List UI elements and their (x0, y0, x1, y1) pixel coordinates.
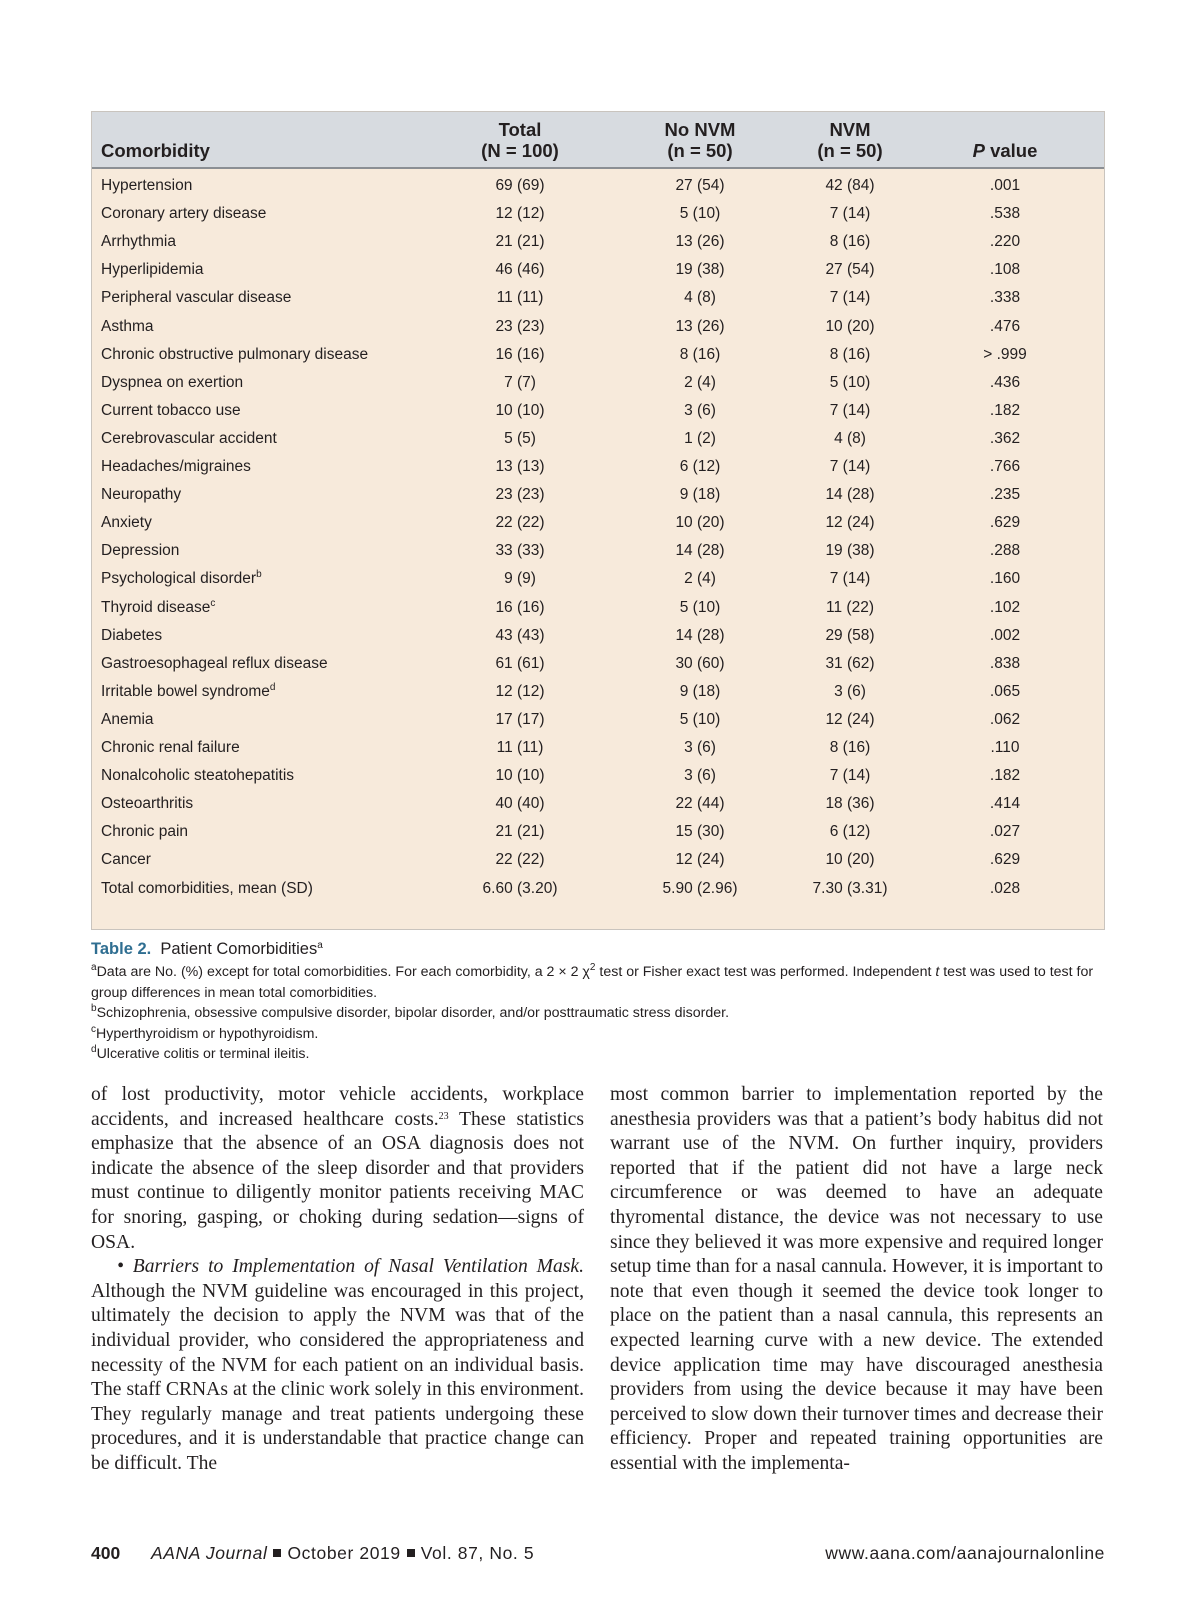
cell-nvm-text: 31 (62) (825, 654, 875, 672)
cell-nvm-text: 7 (14) (829, 401, 871, 419)
section-heading: • Barriers to Implementation of Nasal Ventilation Mask. (117, 1256, 584, 1278)
cell-no-nvm-text: 14 (28) (675, 626, 725, 644)
cell-p-value (900, 761, 1110, 790)
cell-no-nvm-text: 9 (18) (679, 682, 721, 700)
cell-comorbidity (101, 396, 241, 425)
table-row (92, 733, 1104, 762)
body-paragraph (91, 1083, 584, 1255)
footnote-d (91, 1044, 1111, 1065)
cell-total (415, 312, 625, 341)
cell-p-value-text: .838 (989, 654, 1021, 672)
cell-p-value-text: .028 (989, 879, 1021, 897)
cell-comorbidity-text: Thyroid disease (101, 598, 211, 616)
cell-nvm-text: 19 (38) (825, 542, 875, 560)
cell-comorbidity (101, 452, 251, 481)
body-column-left (91, 1083, 584, 1477)
cell-comorbidity (101, 874, 313, 903)
header-no-nvm-line2: (n = 50) (667, 140, 733, 161)
cell-total-text: 17 (17) (495, 710, 545, 728)
comorbidities-table (91, 111, 1105, 930)
footnote-c (91, 1024, 1111, 1045)
cell-total (415, 705, 625, 734)
cell-no-nvm-text: 5.90 (2.96) (662, 879, 738, 897)
caption-title-sup: a (317, 940, 323, 951)
journal-info (151, 1543, 534, 1564)
cell-comorbidity-text: Current tobacco use (101, 401, 241, 419)
table-row (92, 255, 1104, 284)
cell-no-nvm-text: 3 (6) (684, 767, 716, 785)
cell-comorbidity (101, 733, 240, 762)
cell-no-nvm-text: 2 (4) (684, 373, 716, 391)
cell-p-value (900, 789, 1110, 818)
header-nvm-line2: (n = 50) (817, 140, 883, 161)
header-no-nvm-line1: No NVM (664, 119, 736, 140)
cell-p-value (900, 424, 1110, 453)
cell-nvm-text: 7 (14) (829, 289, 871, 307)
table-row (92, 312, 1104, 341)
cell-total-text: 22 (22) (495, 851, 545, 869)
caption-title-text: Patient Comorbidities (160, 940, 318, 958)
cell-no-nvm-text: 3 (6) (684, 739, 716, 756)
cell-nvm-text: 4 (8) (834, 429, 866, 447)
cell-total-text: 7 (7) (504, 373, 536, 391)
footnote-a-text3: test was used to test for group differences in mean total comorbidities. (91, 964, 1094, 1001)
body-text: These statistics emphasize that the absence of an OSA diagnosis does not indicate the absence of the sleep disorder and that providers must continue to diligently monitor patients receiving MAC for snoring, gasping, or choking during sedation—signs of OSA. (91, 1108, 584, 1253)
header-total-line2: (N = 100) (481, 140, 559, 161)
cell-comorbidity-text: Irritable bowel syndrome (101, 682, 270, 700)
cell-total-text: 9 (9) (504, 570, 536, 588)
cell-comorbidity (101, 480, 181, 509)
cell-nvm-text: 10 (20) (825, 851, 875, 869)
cell-p-value (900, 227, 1110, 256)
cell-total-text: 43 (43) (495, 626, 545, 644)
cell-comorbidity (101, 817, 188, 846)
cell-total (415, 564, 625, 593)
footnote-a-t: t (935, 964, 940, 980)
cell-comorbidity (101, 508, 152, 537)
cell-total (415, 368, 625, 397)
cell-p-value (900, 845, 1110, 874)
cell-comorbidity (101, 705, 154, 734)
cell-total-text: 10 (10) (495, 767, 545, 785)
cell-no-nvm-text: 30 (60) (675, 654, 725, 672)
cell-p-value (900, 171, 1110, 200)
cell-comorbidity (101, 312, 154, 341)
caption-label: Table 2. (91, 940, 152, 958)
cell-p-value-text: .220 (989, 233, 1021, 251)
cell-nvm-text: 7 (14) (829, 570, 871, 588)
cell-nvm-text: 12 (24) (825, 710, 875, 728)
cell-comorbidity (101, 368, 243, 397)
cell-total (415, 593, 625, 622)
cell-total-text: 69 (69) (495, 177, 545, 194)
table-row (92, 396, 1104, 425)
cell-no-nvm-text: 1 (2) (684, 429, 716, 447)
caption-title (156, 940, 323, 958)
journal-url[interactable]: www.aana.com/aanajournalonline (825, 1543, 1105, 1563)
cell-no-nvm-text: 4 (8) (684, 289, 716, 307)
cell-comorbidity (101, 171, 192, 200)
cell-comorbidity-text: Depression (101, 542, 180, 560)
cell-total (415, 649, 625, 678)
cell-comorbidity (101, 761, 294, 790)
cell-p-value-text: .766 (989, 458, 1021, 475)
cell-total-text: 16 (16) (495, 345, 545, 363)
table-row (92, 817, 1104, 846)
journal-name: AANA Journal (151, 1543, 268, 1563)
cell-total-text: 61 (61) (495, 654, 545, 672)
cell-comorbidity-text: Coronary artery disease (101, 205, 267, 223)
cell-no-nvm-text: 14 (28) (675, 542, 725, 560)
cell-comorbidity-text: Nonalcoholic steatohepatitis (101, 767, 295, 785)
footnote-b-text: Schizophrenia, obsessive compulsive disorder, bipolar disorder, and/or posttraumatic stress disorder. (96, 1005, 730, 1021)
cell-total (415, 874, 625, 903)
footnote-marker: d (269, 681, 276, 693)
header-p-rest: value (984, 140, 1038, 161)
cell-comorbidity (101, 340, 368, 369)
cell-p-value (900, 593, 1110, 622)
cell-p-value-text: .062 (989, 710, 1021, 728)
cell-p-value (900, 677, 1110, 706)
cell-nvm-text: 8 (16) (829, 739, 871, 756)
footnote-a-chi-sup: 2 (589, 962, 596, 973)
cell-total (415, 761, 625, 790)
cell-total-text: 40 (40) (495, 795, 545, 813)
cell-p-value (900, 283, 1110, 312)
cell-comorbidity (101, 283, 291, 312)
cell-p-value-text: .362 (989, 429, 1021, 447)
cell-nvm-text: 6 (12) (829, 823, 871, 841)
cell-comorbidity-text: Osteoarthritis (101, 795, 194, 813)
cell-p-value-text: > .999 (983, 345, 1027, 363)
table-caption (91, 940, 323, 959)
cell-nvm-text: 18 (36) (825, 795, 875, 813)
cell-comorbidity-text: Asthma (101, 317, 154, 335)
cell-total (415, 199, 625, 228)
cell-total (415, 171, 625, 200)
footnote-b (91, 1003, 1111, 1024)
cell-total-text: 16 (16) (495, 598, 545, 616)
cell-p-value (900, 368, 1110, 397)
cell-comorbidity-text: Chronic pain (101, 823, 189, 841)
cell-comorbidity (101, 789, 193, 818)
cell-p-value (900, 340, 1110, 369)
cell-total-text: 33 (33) (495, 542, 545, 560)
cell-no-nvm-text: 22 (44) (675, 795, 725, 813)
table-row (92, 845, 1104, 874)
footnote-marker: c (210, 597, 216, 609)
header-total-line1: Total (498, 119, 542, 140)
cell-p-value (900, 508, 1110, 537)
cell-total-text: 12 (12) (495, 682, 545, 700)
cell-comorbidity (101, 649, 328, 678)
cell-p-value-text: .538 (989, 205, 1021, 223)
cell-comorbidity (101, 593, 215, 622)
footnote-a-mark: a (91, 962, 97, 973)
header-total (415, 119, 625, 161)
cell-no-nvm-text: 8 (16) (679, 345, 721, 363)
table-row (92, 424, 1104, 453)
cell-p-value (900, 705, 1110, 734)
cell-p-value-text: .110 (990, 739, 1020, 756)
cell-p-value (900, 564, 1110, 593)
table-row (92, 283, 1104, 312)
table-row (92, 789, 1104, 818)
header-p-italic: P (972, 140, 985, 161)
cell-total-text: 10 (10) (495, 401, 545, 419)
cell-total (415, 817, 625, 846)
cell-comorbidity-text: Cerebrovascular accident (101, 429, 277, 447)
cell-p-value (900, 817, 1110, 846)
table-row (92, 227, 1104, 256)
cell-no-nvm-text: 9 (18) (679, 486, 721, 504)
table-row (92, 761, 1104, 790)
table-row (92, 649, 1104, 678)
cell-nvm-text: 29 (58) (825, 626, 875, 644)
footnote-c-text: Hyperthyroidism or hypothyroidism. (96, 1025, 319, 1042)
table-row (92, 340, 1104, 369)
cell-p-value-text: .182 (989, 767, 1021, 785)
cell-total (415, 845, 625, 874)
cell-p-value-text: .436 (989, 373, 1021, 391)
header-comorbidity: Comorbidity (101, 140, 210, 161)
table-row (92, 677, 1104, 706)
cell-nvm-text: 3 (6) (834, 682, 866, 700)
cell-no-nvm-text: 5 (10) (679, 598, 721, 616)
table-row (92, 705, 1104, 734)
cell-p-value-text: .002 (989, 626, 1021, 644)
cell-p-value (900, 396, 1110, 425)
cell-total-text: 5 (5) (504, 429, 536, 447)
table-row (92, 508, 1104, 537)
cell-total-text: 46 (46) (495, 261, 545, 279)
cell-p-value (900, 536, 1110, 565)
cell-comorbidity-text: Gastroesophageal reflux disease (101, 654, 328, 672)
body-paragraph: most common barrier to implementation reported by the anesthesia providers was that a patient’s body habitus did not warrant use of the NVM. On further inquiry, providers reported that if the patient did not have a large neck circumference or was deemed to have an adequate thyromental distance, the device was not necessary to use since they believed it was more expensive and required longer setup time than for a nasal cannula. However, it is important to note that even though it seemed the device took longer to place on the patient than a nasal cannula, this represents an expected learning curve with a new device. The extended device application time may have discouraged anesthesia providers from using the device because it may have been perceived to slow down their turnover times and decrease their efficiency. Proper and repeated training opportunities are essential with the implementa- (610, 1084, 1103, 1474)
footnote-a (91, 962, 1111, 1003)
cell-comorbidity-text: Chronic renal failure (101, 739, 240, 756)
cell-p-value (900, 255, 1110, 284)
table-row (92, 171, 1104, 200)
cell-comorbidity (101, 227, 176, 256)
cell-no-nvm-text: 5 (10) (679, 710, 721, 728)
cell-nvm-text: 7 (14) (829, 205, 871, 223)
cell-comorbidity-text: Hypertension (101, 177, 193, 194)
cell-no-nvm-text: 13 (26) (675, 233, 725, 251)
cell-comorbidity (101, 621, 162, 650)
cell-p-value-text: .629 (989, 851, 1021, 869)
cell-comorbidity (101, 677, 275, 706)
footnote-d-mark: d (91, 1044, 97, 1055)
cell-total-text: 21 (21) (495, 233, 545, 251)
cell-total-text: 21 (21) (495, 823, 545, 841)
cell-comorbidity (101, 536, 179, 565)
cell-p-value (900, 649, 1110, 678)
cell-comorbidity (101, 424, 277, 453)
cell-total (415, 536, 625, 565)
cell-nvm-text: 10 (20) (825, 317, 875, 335)
cell-no-nvm-text: 27 (54) (675, 177, 725, 194)
cell-total-text: 12 (12) (495, 205, 545, 223)
cell-p-value-text: .182 (989, 401, 1021, 419)
footnote-a-text2: test or Fisher exact test was performed. Independent (595, 964, 936, 980)
cell-total-text: 22 (22) (495, 514, 545, 532)
cell-nvm-text: 7 (14) (829, 458, 871, 475)
cell-total (415, 396, 625, 425)
cell-total-text: 13 (13) (495, 458, 545, 475)
cell-comorbidity (101, 845, 151, 874)
page-footer (91, 1543, 1105, 1567)
footnote-c-mark: c (91, 1023, 96, 1035)
cell-comorbidity-text: Peripheral vascular disease (101, 289, 292, 307)
cell-nvm-text: 12 (24) (825, 514, 875, 532)
cell-total-text: 23 (23) (495, 486, 545, 504)
cell-total (415, 789, 625, 818)
cell-comorbidity (101, 255, 204, 284)
table-row (92, 199, 1104, 228)
cell-p-value (900, 452, 1110, 481)
table-row (92, 593, 1104, 622)
table-footnotes (91, 962, 1111, 1065)
cell-p-value (900, 312, 1110, 341)
cell-comorbidity-text: Cancer (101, 851, 151, 869)
cell-p-value-text: .338 (989, 289, 1021, 307)
page-number: 400 (91, 1543, 121, 1563)
cell-p-value-text: .235 (989, 486, 1021, 504)
cell-nvm-text: 8 (16) (829, 345, 871, 363)
footnote-a-text1: Data are No. (%) except for total comorbidities. For each comorbidity, a 2 × 2 χ (96, 964, 590, 980)
issue-volume: Vol. 87, No. 5 (420, 1543, 535, 1563)
table-header (92, 112, 1104, 169)
cell-total-text: 23 (23) (495, 317, 545, 335)
cell-p-value-text: .160 (989, 570, 1021, 588)
cell-p-value-text: .102 (989, 598, 1021, 616)
cell-nvm-text: 14 (28) (825, 486, 875, 504)
table-row (92, 452, 1104, 481)
footnote-b-mark: b (91, 1003, 97, 1014)
cell-nvm-text: 11 (22) (826, 598, 874, 616)
issue-date: October 2019 (287, 1543, 401, 1563)
cell-comorbidity-text: Total comorbidities, mean (SD) (101, 879, 313, 897)
body-column-right (610, 1083, 1103, 1477)
cell-p-value-text: .476 (989, 317, 1021, 335)
cell-no-nvm-text: 6 (12) (679, 458, 721, 475)
cell-comorbidity-text: Chronic obstructive pulmonary disease (101, 345, 369, 363)
cell-p-value (900, 733, 1110, 762)
table-row (92, 368, 1104, 397)
cell-p-value-text: .027 (989, 823, 1021, 841)
cell-nvm-text: 5 (10) (829, 373, 871, 391)
cell-no-nvm-text: 10 (20) (675, 514, 725, 532)
header-nvm-line1: NVM (829, 119, 871, 140)
cell-total-text: 11 (11) (496, 739, 544, 756)
cell-p-value (900, 199, 1110, 228)
cell-p-value-text: .001 (989, 177, 1021, 194)
cell-total (415, 283, 625, 312)
cell-no-nvm-text: 19 (38) (675, 261, 725, 279)
cell-comorbidity (101, 199, 266, 228)
cell-total (415, 227, 625, 256)
cell-p-value-text: .065 (989, 682, 1021, 700)
cell-comorbidity-text: Anxiety (101, 514, 152, 532)
table-row (92, 564, 1104, 593)
cell-total (415, 255, 625, 284)
cell-no-nvm-text: 15 (30) (675, 823, 725, 841)
cell-comorbidity-text: Psychological disorder (101, 570, 257, 588)
body-text: of lost productivity, motor vehicle accidents, workplace accidents, and increased healthcare costs. (91, 1084, 584, 1130)
square-bullet-icon (407, 1549, 415, 1557)
cell-total (415, 424, 625, 453)
square-bullet-icon (273, 1549, 281, 1557)
cell-p-value (900, 480, 1110, 509)
cell-comorbidity-text: Hyperlipidemia (101, 261, 204, 279)
cell-p-value-text: .108 (989, 261, 1021, 279)
cell-total (415, 480, 625, 509)
cell-total-text: 11 (11) (496, 289, 544, 307)
cell-comorbidity-text: Headaches/migraines (101, 458, 251, 475)
header-p-value (900, 140, 1110, 161)
cell-total (415, 340, 625, 369)
cell-comorbidity-text: Diabetes (101, 626, 163, 644)
cell-total-text: 6.60 (3.20) (482, 879, 558, 897)
cell-no-nvm-text: 5 (10) (679, 205, 721, 223)
cell-comorbidity-text: Anemia (101, 710, 154, 728)
footnote-marker: b (256, 569, 262, 581)
table-row (92, 480, 1104, 509)
cell-no-nvm-text: 13 (26) (675, 317, 725, 335)
cell-comorbidity-text: Dyspnea on exertion (101, 373, 244, 391)
cell-total (415, 677, 625, 706)
cell-no-nvm-text: 2 (4) (684, 570, 716, 588)
cell-comorbidity-text: Arrhythmia (101, 233, 176, 251)
table-row (92, 621, 1104, 650)
cell-p-value-text: .629 (989, 514, 1021, 532)
cell-nvm-text: 8 (16) (829, 233, 871, 251)
cell-no-nvm-text: 3 (6) (684, 401, 716, 419)
cell-comorbidity (101, 564, 262, 593)
footnote-d-text: Ulcerative colitis or terminal ileitis. (96, 1046, 310, 1062)
table-row (92, 536, 1104, 565)
body-text: Although the NVM guideline was encouraged in this project, ultimately the decision to apply the NVM was that of the individual provider, who considered the appropriateness and necessity of the NVM for each patient on an individual basis. The staff CRNAs at the clinic work solely in this environment. They regularly manage and treat patients undergoing these procedures, and it is understandable that practice change can be difficult. The (91, 1280, 584, 1474)
cell-nvm-text: 27 (54) (825, 261, 875, 279)
cell-p-value (900, 874, 1110, 903)
cell-p-value-text: .414 (989, 795, 1021, 813)
cell-total (415, 452, 625, 481)
cell-nvm-text: 7 (14) (829, 767, 871, 785)
cell-total (415, 733, 625, 762)
cell-no-nvm-text: 12 (24) (675, 851, 725, 869)
reference-23: 23 (438, 1110, 449, 1122)
cell-comorbidity-text: Neuropathy (101, 486, 182, 504)
cell-nvm-text: 7.30 (3.31) (812, 879, 888, 897)
body-paragraph (91, 1255, 584, 1476)
cell-nvm-text: 42 (84) (825, 177, 875, 194)
cell-p-value (900, 621, 1110, 650)
cell-p-value-text: .288 (989, 542, 1021, 560)
cell-total (415, 508, 625, 537)
table-row (92, 874, 1104, 903)
cell-total (415, 621, 625, 650)
